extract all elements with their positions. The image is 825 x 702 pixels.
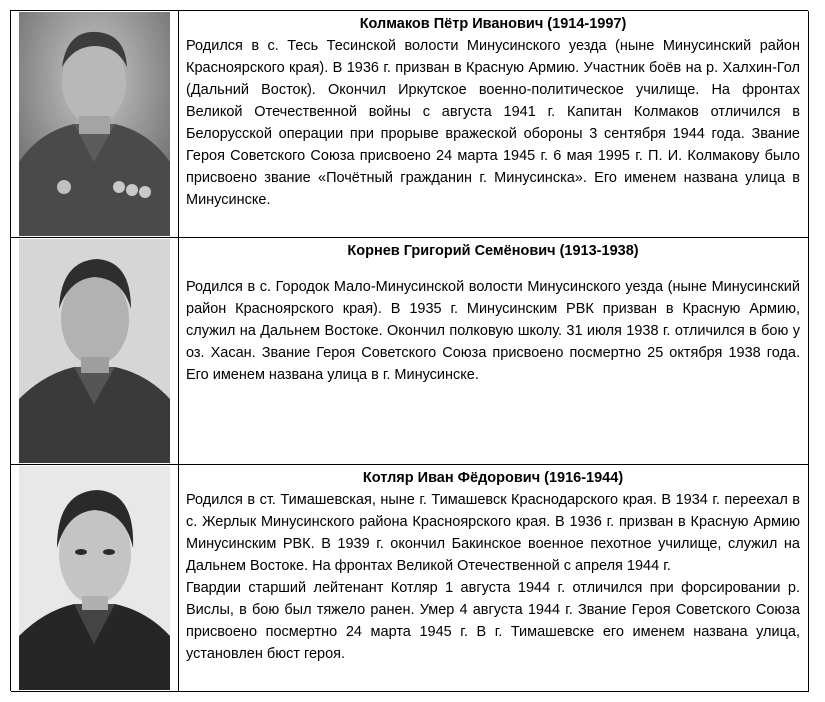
- hero-portrait: [19, 239, 170, 463]
- heroes-table: [10, 10, 808, 691]
- bio-cell: [179, 238, 809, 465]
- hero-name: Колмаков Пётр Иванович (1914-1997): [359, 16, 627, 32]
- hero-portrait: [19, 12, 170, 236]
- hero-row: [11, 465, 809, 692]
- bio-cell: [179, 11, 809, 238]
- hero-row: [11, 238, 809, 465]
- bio-text: Родился в ст. Тимашевская, ныне г. Тимашевск Краснодарского края. В 1934 г. переехал в с. Жерлык Минусинского района Красноярского края. В 1936 г. призван в Красную Армию Минусинским РВК. В 1939 г. окончил Бакинское военное пехотное училище, служил на Дальнем Востоке. На фронтах Великой Отечественной с апреля 1944 г.: [186, 492, 800, 574]
- hero-name: Котляр Иван Фёдорович (1916-1944): [362, 470, 624, 486]
- bio-text: Родился в с. Городок Мало-Минусинской волости Минусинского уезда (ныне Минусинский район Красноярского края). В 1935 г. Минусинским РВК призван в Красную Армию, служил на Дальнем Востоке. Окончил полковую школу. 31 июля 1938 г. отличился в бою у оз. Хасан. Звание Героя Советского Союза присвоено посмертно 25 октября 1938 года. Его именем названа улица в г. Минусинске.: [186, 279, 800, 383]
- photo-cell: [11, 465, 179, 692]
- hero-row: [11, 11, 809, 238]
- bio-cell: [179, 465, 809, 692]
- bio-text: Гвардии старший лейтенант Котляр 1 августа 1944 г. отличился при форсировании р. Вислы, в бою был тяжело ранен. Умер 4 августа 1944 г. Звание Героя Советского Союза присвоено посмертно 24 марта 1945 г. В г. Тимашевске его именем названа улица, установлен бюст героя.: [186, 580, 800, 662]
- hero-name: Корнев Григорий Семёнович (1913-1938): [347, 243, 639, 259]
- photo-cell: [11, 11, 179, 238]
- bio-text: Родился в с. Тесь Тесинской волости Минусинского уезда (ныне Минусинский район Красноярского края). В 1936 г. призван в Красную Армию. Участник боёв на р. Халхин-Гол (Дальний Восток). Окончил Иркутское военно-политическое училище. На фронтах Великой Отечественной войны с августа 1941 г. Капитан Колмаков отличился в Белорусской операции при прорыве вражеской обороны 3 сентября 1944 года. Звание Героя Советского Союза присвоено 24 марта 1945 г. 6 мая 1995 г. П. И. Колмакову было присвоено звание «Почётный гражданин г. Минусинска». Его именем названа улица в Минусинске.: [186, 38, 800, 208]
- hero-portrait: [19, 466, 170, 690]
- photo-cell: [11, 238, 179, 465]
